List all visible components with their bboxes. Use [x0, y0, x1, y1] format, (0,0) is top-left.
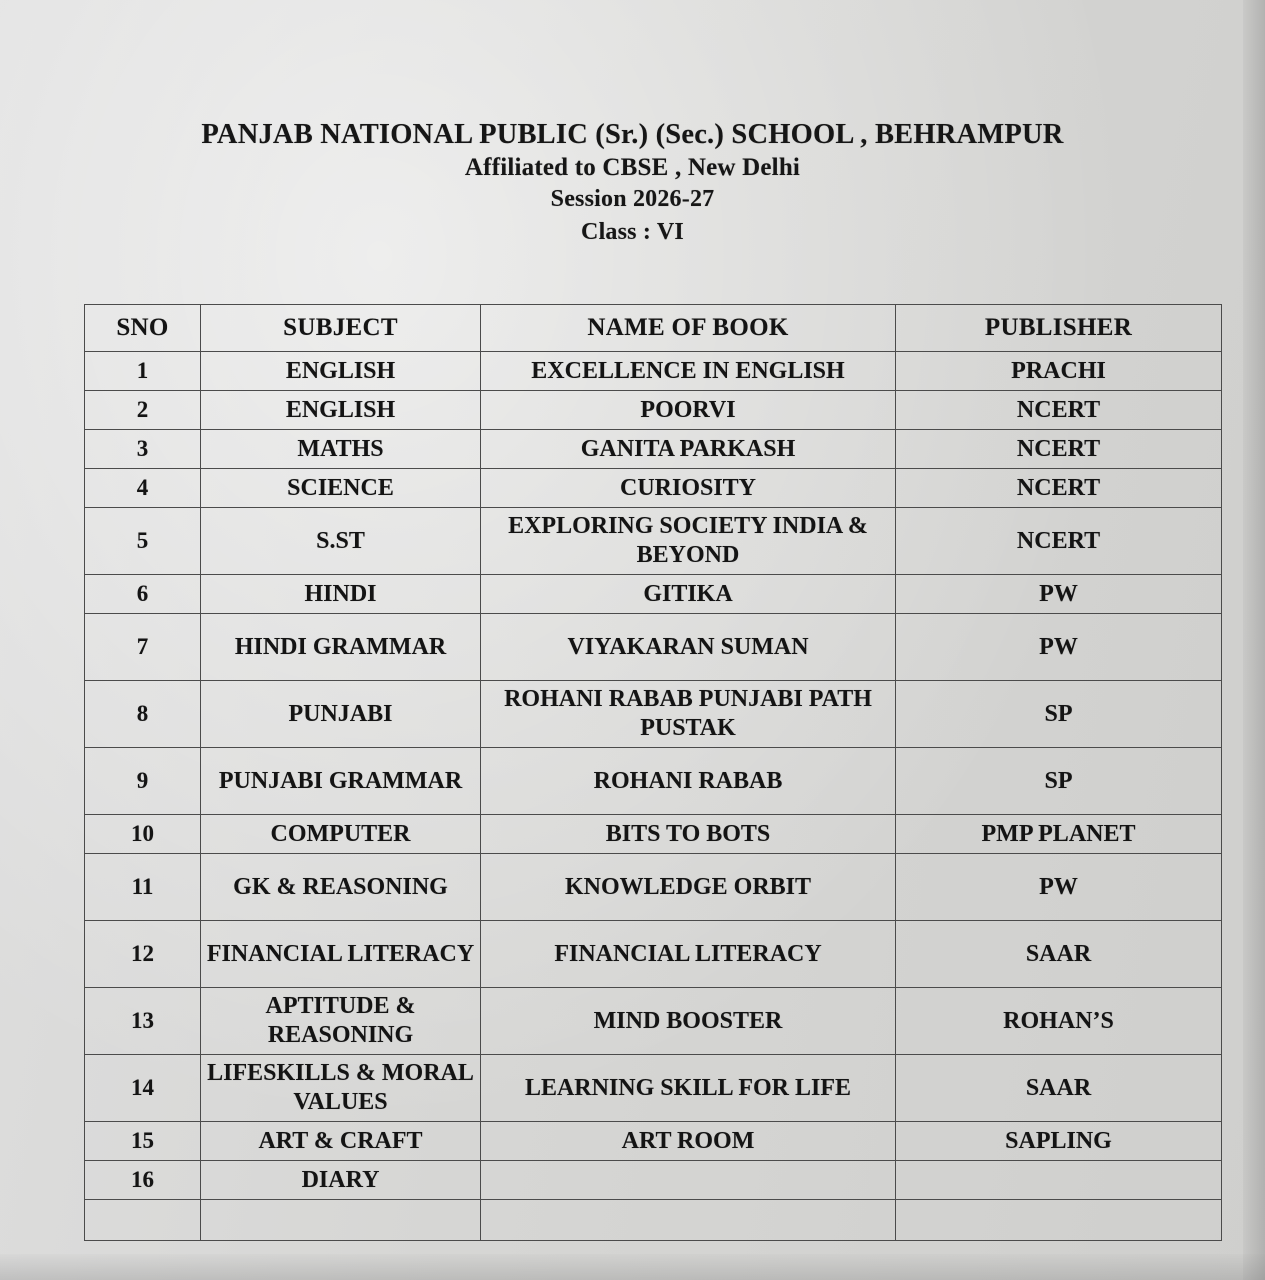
cell-subject: COMPUTER	[201, 815, 481, 854]
cell-subject: ART & CRAFT	[201, 1122, 481, 1161]
cell-sno: 5	[85, 508, 201, 575]
cell-sno: 9	[85, 748, 201, 815]
cell-sno: 2	[85, 391, 201, 430]
cell-publisher: SP	[896, 748, 1222, 815]
cell-publisher: NCERT	[896, 391, 1222, 430]
cell-name-of-book: GITIKA	[481, 575, 896, 614]
cell-publisher: ROHAN’S	[896, 988, 1222, 1055]
cell-publisher: SAAR	[896, 921, 1222, 988]
cell-subject: APTITUDE & REASONING	[201, 988, 481, 1055]
session: Session 2026-27	[550, 186, 715, 213]
page-bottom-shadow	[0, 1254, 1265, 1280]
cell-publisher: NCERT	[896, 469, 1222, 508]
column-header-name-of-book: NAME OF BOOK	[481, 305, 896, 352]
cell-sno: 10	[85, 815, 201, 854]
table-row	[85, 430, 1222, 469]
table-row	[85, 1122, 1222, 1161]
cell-sno: 8	[85, 681, 201, 748]
book-list-table-wrap	[84, 304, 1221, 1241]
table-row	[85, 1200, 1222, 1241]
cell-name-of-book: EXPLORING SOCIETY INDIA & BEYOND	[481, 508, 896, 575]
table-row	[85, 508, 1222, 575]
cell-name-of-book: CURIOSITY	[481, 469, 896, 508]
cell-name-of-book: ROHANI RABAB	[481, 748, 896, 815]
cell-publisher: SAPLING	[896, 1122, 1222, 1161]
cell-subject: SCIENCE	[201, 469, 481, 508]
table-row	[85, 1161, 1222, 1200]
cell-publisher: PW	[896, 575, 1222, 614]
cell-name-of-book: VIYAKARAN SUMAN	[481, 614, 896, 681]
table-header-row	[85, 305, 1222, 352]
table-row	[85, 815, 1222, 854]
cell-subject: DIARY	[201, 1161, 481, 1200]
cell-name-of-book: MIND BOOSTER	[481, 988, 896, 1055]
cell-publisher: NCERT	[896, 508, 1222, 575]
cell-name-of-book: KNOWLEDGE ORBIT	[481, 854, 896, 921]
table-row	[85, 469, 1222, 508]
table-row	[85, 854, 1222, 921]
table-body	[85, 352, 1222, 1241]
cell-sno: 4	[85, 469, 201, 508]
cell-sno: 16	[85, 1161, 201, 1200]
cell-publisher: SP	[896, 681, 1222, 748]
cell-subject: GK & REASONING	[201, 854, 481, 921]
class-label: Class : VI	[581, 218, 684, 245]
cell-subject: MATHS	[201, 430, 481, 469]
column-header-publisher: PUBLISHER	[896, 305, 1222, 352]
table-row	[85, 391, 1222, 430]
book-list-table	[84, 304, 1222, 1241]
cell-sno	[85, 1200, 201, 1241]
cell-name-of-book: GANITA PARKASH	[481, 430, 896, 469]
cell-sno: 7	[85, 614, 201, 681]
cell-sno: 14	[85, 1055, 201, 1122]
table-row	[85, 748, 1222, 815]
cell-name-of-book: POORVI	[481, 391, 896, 430]
cell-sno: 11	[85, 854, 201, 921]
cell-subject: ENGLISH	[201, 352, 481, 391]
cell-subject: S.ST	[201, 508, 481, 575]
cell-sno: 15	[85, 1122, 201, 1161]
column-header-sno: SNO	[85, 305, 201, 352]
cell-sno: 13	[85, 988, 201, 1055]
table-row	[85, 575, 1222, 614]
cell-publisher: PW	[896, 614, 1222, 681]
cell-name-of-book: EXCELLENCE IN ENGLISH	[481, 352, 896, 391]
cell-subject: ENGLISH	[201, 391, 481, 430]
cell-subject: HINDI	[201, 575, 481, 614]
affiliation: Affiliated to CBSE , New Delhi	[464, 153, 801, 181]
cell-name-of-book: LEARNING SKILL FOR LIFE	[481, 1055, 896, 1122]
table-row	[85, 352, 1222, 391]
cell-name-of-book	[481, 1200, 896, 1241]
cell-subject: LIFESKILLS & MORAL VALUES	[201, 1055, 481, 1122]
cell-publisher: PW	[896, 854, 1222, 921]
cell-name-of-book: BITS TO BOTS	[481, 815, 896, 854]
school-name: PANJAB NATIONAL PUBLIC (Sr.) (Sec.) SCHOOL , BEHRAMPUR	[201, 119, 1064, 150]
cell-sno: 3	[85, 430, 201, 469]
cell-name-of-book: FINANCIAL LITERACY	[481, 921, 896, 988]
cell-publisher	[896, 1200, 1222, 1241]
cell-name-of-book: ROHANI RABAB PUNJABI PATH PUSTAK	[481, 681, 896, 748]
table-row	[85, 988, 1222, 1055]
cell-subject: HINDI GRAMMAR	[201, 614, 481, 681]
cell-subject: PUNJABI	[201, 681, 481, 748]
cell-publisher: SAAR	[896, 1055, 1222, 1122]
cell-subject: FINANCIAL LITERACY	[201, 921, 481, 988]
cell-subject: PUNJABI GRAMMAR	[201, 748, 481, 815]
cell-sno: 12	[85, 921, 201, 988]
cell-publisher	[896, 1161, 1222, 1200]
cell-publisher: PRACHI	[896, 352, 1222, 391]
cell-sno: 1	[85, 352, 201, 391]
cell-subject	[201, 1200, 481, 1241]
cell-name-of-book: ART ROOM	[481, 1122, 896, 1161]
column-header-subject: SUBJECT	[201, 305, 481, 352]
table-row	[85, 681, 1222, 748]
table-row	[85, 1055, 1222, 1122]
table-row	[85, 614, 1222, 681]
cell-publisher: NCERT	[896, 430, 1222, 469]
document-header	[0, 118, 1265, 248]
table-row	[85, 921, 1222, 988]
cell-publisher: PMP PLANET	[896, 815, 1222, 854]
cell-sno: 6	[85, 575, 201, 614]
cell-name-of-book	[481, 1161, 896, 1200]
